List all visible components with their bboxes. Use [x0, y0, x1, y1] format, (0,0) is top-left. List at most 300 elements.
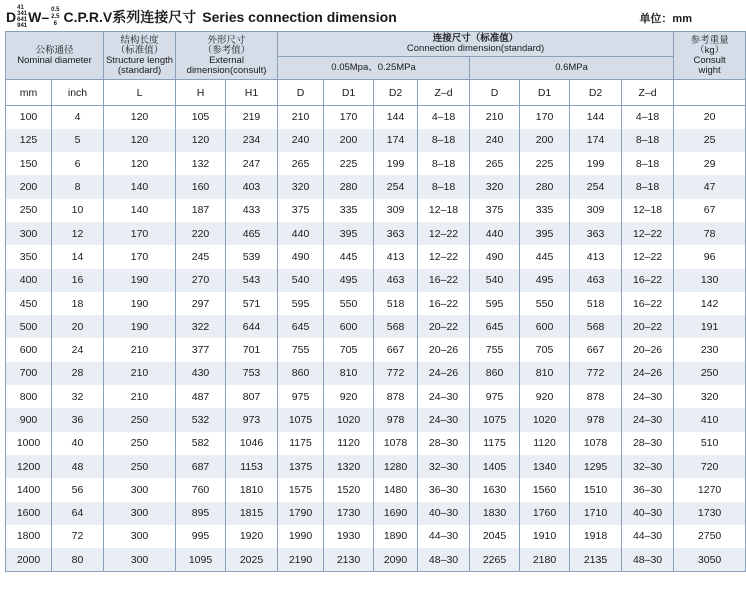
table-cell: 2000	[6, 548, 52, 571]
table-row	[6, 362, 746, 385]
table-row	[6, 152, 746, 175]
table-cell: 701	[226, 338, 278, 361]
table-cell: 250	[6, 199, 52, 222]
table-cell: 36	[52, 408, 104, 431]
table-cell: 265	[278, 152, 324, 175]
title-model-41: 41	[17, 4, 24, 11]
page-title	[6, 4, 397, 30]
table-cell: 539	[226, 245, 278, 268]
table-cell: 210	[104, 338, 176, 361]
table-cell: 320	[278, 175, 324, 198]
table-row	[6, 338, 746, 361]
table-cell: 350	[6, 245, 52, 268]
table-cell: 495	[324, 269, 374, 292]
table-cell: 12–18	[622, 199, 674, 222]
table-cell: 219	[226, 106, 278, 129]
table-cell: 1600	[6, 502, 52, 525]
table-cell: 600	[6, 338, 52, 361]
table-cell: 975	[470, 385, 520, 408]
table-cell: 595	[278, 292, 324, 315]
table-cell: 56	[52, 478, 104, 501]
table-cell: 807	[226, 385, 278, 408]
table-cell: 595	[470, 292, 520, 315]
table-cell: 245	[176, 245, 226, 268]
table-cell: 540	[470, 269, 520, 292]
table-cell: 16	[52, 269, 104, 292]
table-cell: 1730	[324, 502, 374, 525]
table-cell: 190	[104, 315, 176, 338]
table-cell: 199	[374, 152, 418, 175]
table-cell: 48–30	[418, 548, 470, 571]
table-cell: 667	[570, 338, 622, 361]
table-cell: 1020	[520, 408, 570, 431]
table-cell: 2025	[226, 548, 278, 571]
header-external-cn2: （参考值）	[202, 44, 251, 56]
table-cell: 120	[104, 106, 176, 129]
table-cell: 1340	[520, 455, 570, 478]
table-cell: 190	[104, 292, 176, 315]
unit-label: 单位：mm	[639, 13, 692, 25]
table-cell: 335	[520, 199, 570, 222]
column-header: L	[104, 80, 176, 106]
table-cell: 200	[520, 129, 570, 152]
table-cell: 20–26	[418, 338, 470, 361]
table-cell: 1270	[674, 478, 746, 501]
table-cell: 28	[52, 362, 104, 385]
table-cell: 1710	[570, 502, 622, 525]
table-row	[6, 455, 746, 478]
table-cell: 2130	[324, 548, 374, 571]
column-header-weight-blank	[674, 80, 746, 106]
table-cell: 377	[176, 338, 226, 361]
table-cell: 1000	[6, 432, 52, 455]
table-cell: 170	[104, 245, 176, 268]
table-cell: 300	[6, 222, 52, 245]
table-cell: 160	[176, 175, 226, 198]
table-row	[6, 385, 746, 408]
table-cell: 72	[52, 525, 104, 548]
table-cell: 80	[52, 548, 104, 571]
table-cell: 5	[52, 129, 104, 152]
table-cell: 142	[674, 292, 746, 315]
table-cell: 234	[226, 129, 278, 152]
table-cell: 120	[104, 129, 176, 152]
table-cell: 4–18	[418, 106, 470, 129]
table-row	[6, 408, 746, 431]
table-cell: 250	[104, 432, 176, 455]
table-cell: 20–26	[622, 338, 674, 361]
table-cell: 174	[374, 129, 418, 152]
column-header: Z–d	[622, 80, 674, 106]
table-cell: 32–30	[418, 455, 470, 478]
column-header: D2	[374, 80, 418, 106]
table-cell: 64	[52, 502, 104, 525]
header-nominal-cn: 公称通径	[35, 44, 74, 56]
table-cell: 755	[470, 338, 520, 361]
header-nominal-en: Nominal diameter	[17, 54, 92, 66]
table-cell: 978	[374, 408, 418, 431]
table-cell: 705	[520, 338, 570, 361]
table-cell: 47	[674, 175, 746, 198]
table-cell: 1175	[470, 432, 520, 455]
table-cell: 280	[324, 175, 374, 198]
table-cell: 978	[570, 408, 622, 431]
table-cell: 8–18	[418, 129, 470, 152]
table-cell: 1918	[570, 525, 622, 548]
table-cell: 322	[176, 315, 226, 338]
table-cell: 375	[470, 199, 520, 222]
table-cell: 532	[176, 408, 226, 431]
column-header: inch	[52, 80, 104, 106]
table-cell: 8	[52, 175, 104, 198]
table-cell: 125	[6, 129, 52, 152]
table-cell: 1510	[570, 478, 622, 501]
table-cell: 8–18	[622, 129, 674, 152]
table-cell: 1910	[520, 525, 570, 548]
title-series-en: Series connection dimension	[202, 9, 397, 25]
title-mid: W–	[28, 9, 50, 25]
title-series-cn: C.P.R.V系列连接尺寸	[63, 9, 197, 25]
table-cell: 14	[52, 245, 104, 268]
table-cell: 96	[674, 245, 746, 268]
table-cell: 860	[470, 362, 520, 385]
table-cell: 20	[674, 106, 746, 129]
table-cell: 645	[278, 315, 324, 338]
table-cell: 132	[176, 152, 226, 175]
column-header: mm	[6, 80, 52, 106]
table-cell: 320	[470, 175, 520, 198]
table-cell: 1095	[176, 548, 226, 571]
table-cell: 24–26	[418, 362, 470, 385]
column-header: D1	[520, 80, 570, 106]
header-external-en: External	[209, 54, 244, 66]
table-cell: 810	[324, 362, 374, 385]
table-cell: 16–22	[418, 292, 470, 315]
column-header: D2	[570, 80, 622, 106]
table-cell: 20–22	[622, 315, 674, 338]
table-cell: 900	[6, 408, 52, 431]
table-cell: 24	[52, 338, 104, 361]
table-cell: 1760	[520, 502, 570, 525]
table-cell: 518	[374, 292, 418, 315]
table-cell: 2045	[470, 525, 520, 548]
table-cell: 582	[176, 432, 226, 455]
header-weight-cn2: （kg）	[695, 44, 725, 56]
table-cell: 36–30	[622, 478, 674, 501]
table-cell: 250	[674, 362, 746, 385]
column-header: D1	[324, 80, 374, 106]
table-cell: 140	[104, 175, 176, 198]
table-cell: 270	[176, 269, 226, 292]
table-cell: 1120	[520, 432, 570, 455]
table-cell: 36–30	[418, 478, 470, 501]
table-cell: 191	[674, 315, 746, 338]
table-row	[6, 432, 746, 455]
table-cell: 687	[176, 455, 226, 478]
table-cell: 12–22	[622, 222, 674, 245]
table-cell: 543	[226, 269, 278, 292]
header-external-dimension	[176, 32, 278, 80]
table-cell: 1815	[226, 502, 278, 525]
table-cell: 410	[674, 408, 746, 431]
header-pressure-high: 0.6MPa	[470, 57, 674, 80]
table-cell: 170	[324, 106, 374, 129]
table-cell: 247	[226, 152, 278, 175]
table-cell: 363	[374, 222, 418, 245]
table-cell: 18	[52, 292, 104, 315]
table-cell: 878	[570, 385, 622, 408]
table-cell: 210	[278, 106, 324, 129]
table-row	[6, 106, 746, 129]
table-cell: 40	[52, 432, 104, 455]
table-cell: 495	[520, 269, 570, 292]
table-cell: 772	[374, 362, 418, 385]
table-cell: 300	[104, 525, 176, 548]
table-cell: 2135	[570, 548, 622, 571]
table-cell: 297	[176, 292, 226, 315]
table-cell: 2750	[674, 525, 746, 548]
table-cell: 130	[674, 269, 746, 292]
table-cell: 571	[226, 292, 278, 315]
table-cell: 210	[104, 385, 176, 408]
table-cell: 1295	[570, 455, 622, 478]
table-row	[6, 502, 746, 525]
table-cell: 1075	[470, 408, 520, 431]
table-cell: 1046	[226, 432, 278, 455]
title-prefix: D	[6, 9, 17, 25]
table-cell: 413	[374, 245, 418, 268]
table-cell: 550	[324, 292, 374, 315]
table-cell: 600	[324, 315, 374, 338]
table-cell: 1560	[520, 478, 570, 501]
table-cell: 200	[324, 129, 374, 152]
table-cell: 12	[52, 222, 104, 245]
table-cell: 975	[278, 385, 324, 408]
header-structure-en: Structure length	[105, 54, 174, 66]
title-model-stack	[17, 5, 27, 30]
column-header-row	[6, 80, 746, 106]
table-cell: 1078	[570, 432, 622, 455]
table-cell: 860	[278, 362, 324, 385]
table-cell: 1810	[226, 478, 278, 501]
header-structure-cn2: （标准值）	[115, 44, 164, 56]
table-cell: 210	[470, 106, 520, 129]
table-cell: 667	[374, 338, 418, 361]
table-cell: 1690	[374, 502, 418, 525]
table-cell: 440	[470, 222, 520, 245]
table-cell: 170	[104, 222, 176, 245]
table-cell: 895	[176, 502, 226, 525]
table-cell: 78	[674, 222, 746, 245]
table-cell: 753	[226, 362, 278, 385]
table-cell: 150	[6, 152, 52, 175]
table-cell: 250	[104, 455, 176, 478]
title-model-341: 341	[17, 10, 28, 17]
table-cell: 220	[176, 222, 226, 245]
title-model-941: 941	[17, 23, 28, 30]
table-cell: 32	[52, 385, 104, 408]
table-cell: 973	[226, 408, 278, 431]
header-weight-en2: wight	[698, 64, 721, 76]
table-cell: 510	[674, 432, 746, 455]
table-cell: 440	[278, 222, 324, 245]
header-connection-cn: 连接尺寸（标准值）	[432, 33, 519, 44]
title-pressure-6: 6	[53, 20, 57, 27]
table-row	[6, 199, 746, 222]
table-cell: 720	[674, 455, 746, 478]
table-cell: 24–30	[622, 385, 674, 408]
table-body	[6, 106, 746, 572]
column-header: D	[470, 80, 520, 106]
table-row	[6, 269, 746, 292]
table-cell: 20–22	[418, 315, 470, 338]
table-cell: 2190	[278, 548, 324, 571]
table-cell: 463	[570, 269, 622, 292]
table-cell: 2090	[374, 548, 418, 571]
table-cell: 760	[176, 478, 226, 501]
table-cell: 4–18	[622, 106, 674, 129]
table-cell: 920	[520, 385, 570, 408]
table-cell: 100	[6, 106, 52, 129]
header-weight-en: Consult	[693, 54, 726, 66]
table-cell: 2180	[520, 548, 570, 571]
table-cell: 12–22	[622, 245, 674, 268]
table-cell: 400	[6, 269, 52, 292]
table-cell: 1520	[324, 478, 374, 501]
table-cell: 16–22	[418, 269, 470, 292]
table-cell: 48	[52, 455, 104, 478]
header-external-cn: 外形尺寸	[207, 34, 246, 46]
table-row	[6, 129, 746, 152]
table-cell: 44–30	[418, 525, 470, 548]
table-cell: 144	[374, 106, 418, 129]
table-cell: 1400	[6, 478, 52, 501]
table-cell: 644	[226, 315, 278, 338]
table-cell: 105	[176, 106, 226, 129]
table-cell: 240	[470, 129, 520, 152]
table-cell: 500	[6, 315, 52, 338]
table-cell: 445	[324, 245, 374, 268]
table-cell: 700	[6, 362, 52, 385]
table-cell: 67	[674, 199, 746, 222]
table-cell: 518	[570, 292, 622, 315]
table-cell: 395	[520, 222, 570, 245]
table-cell: 433	[226, 199, 278, 222]
table-cell: 8–18	[622, 175, 674, 198]
table-cell: 1890	[374, 525, 418, 548]
table-row	[6, 525, 746, 548]
table-cell: 395	[324, 222, 374, 245]
table-cell: 320	[674, 385, 746, 408]
table-cell: 1375	[278, 455, 324, 478]
table-cell: 645	[470, 315, 520, 338]
header-connection-en: Connection dimension(standard)	[406, 43, 545, 54]
table-cell: 4	[52, 106, 104, 129]
table-cell: 40–30	[622, 502, 674, 525]
table-cell: 24–30	[418, 385, 470, 408]
title-bar	[0, 0, 700, 30]
table-cell: 800	[6, 385, 52, 408]
table-cell: 300	[104, 478, 176, 501]
table-row	[6, 478, 746, 501]
table-cell: 1078	[374, 432, 418, 455]
table-cell: 190	[104, 269, 176, 292]
table-cell: 210	[104, 362, 176, 385]
title-pressure-05: 0.5	[51, 6, 60, 13]
table-cell: 413	[570, 245, 622, 268]
table-cell: 568	[374, 315, 418, 338]
table-cell: 445	[520, 245, 570, 268]
table-cell: 230	[674, 338, 746, 361]
table-cell: 300	[104, 548, 176, 571]
table-cell: 12–18	[418, 199, 470, 222]
table-cell: 1020	[324, 408, 374, 431]
column-header: H1	[226, 80, 278, 106]
table-cell: 1120	[324, 432, 374, 455]
table-cell: 1790	[278, 502, 324, 525]
table-cell: 2265	[470, 548, 520, 571]
table-cell: 24–26	[622, 362, 674, 385]
header-weight-cn: 参考重量	[690, 34, 729, 46]
table-cell: 1800	[6, 525, 52, 548]
column-header: D	[278, 80, 324, 106]
table-cell: 28–30	[622, 432, 674, 455]
header-structure-length	[104, 32, 176, 80]
table-cell: 174	[570, 129, 622, 152]
table-cell: 250	[104, 408, 176, 431]
table-cell: 40–30	[418, 502, 470, 525]
table-cell: 1175	[278, 432, 324, 455]
table-cell: 309	[570, 199, 622, 222]
table-cell: 309	[374, 199, 418, 222]
column-header: Z–d	[418, 80, 470, 106]
table-cell: 20	[52, 315, 104, 338]
table-cell: 1075	[278, 408, 324, 431]
table-cell: 335	[324, 199, 374, 222]
table-cell: 1405	[470, 455, 520, 478]
header-external-en2: dimension(consult)	[186, 64, 267, 76]
table-cell: 450	[6, 292, 52, 315]
table-row	[6, 222, 746, 245]
header-nominal-diameter	[6, 32, 104, 80]
table-cell: 8–18	[622, 152, 674, 175]
title-model-641: 641	[17, 17, 28, 23]
table-cell: 1480	[374, 478, 418, 501]
table-cell: 48–30	[622, 548, 674, 571]
table-cell: 6	[52, 152, 104, 175]
table-cell: 254	[570, 175, 622, 198]
table-cell: 187	[176, 199, 226, 222]
table-cell: 568	[570, 315, 622, 338]
table-cell: 24–30	[418, 408, 470, 431]
table-cell: 705	[324, 338, 374, 361]
table-cell: 8–18	[418, 152, 470, 175]
header-connection-dimension	[278, 32, 674, 57]
table-cell: 465	[226, 222, 278, 245]
table-cell: 265	[470, 152, 520, 175]
table-cell: 772	[570, 362, 622, 385]
table-cell: 254	[374, 175, 418, 198]
table-cell: 1830	[470, 502, 520, 525]
table-cell: 1930	[324, 525, 374, 548]
table-cell: 16–22	[622, 269, 674, 292]
table-row	[6, 245, 746, 268]
table-cell: 8–18	[418, 175, 470, 198]
table-cell: 463	[374, 269, 418, 292]
table-cell: 3050	[674, 548, 746, 571]
table-cell: 1320	[324, 455, 374, 478]
column-header: H	[176, 80, 226, 106]
